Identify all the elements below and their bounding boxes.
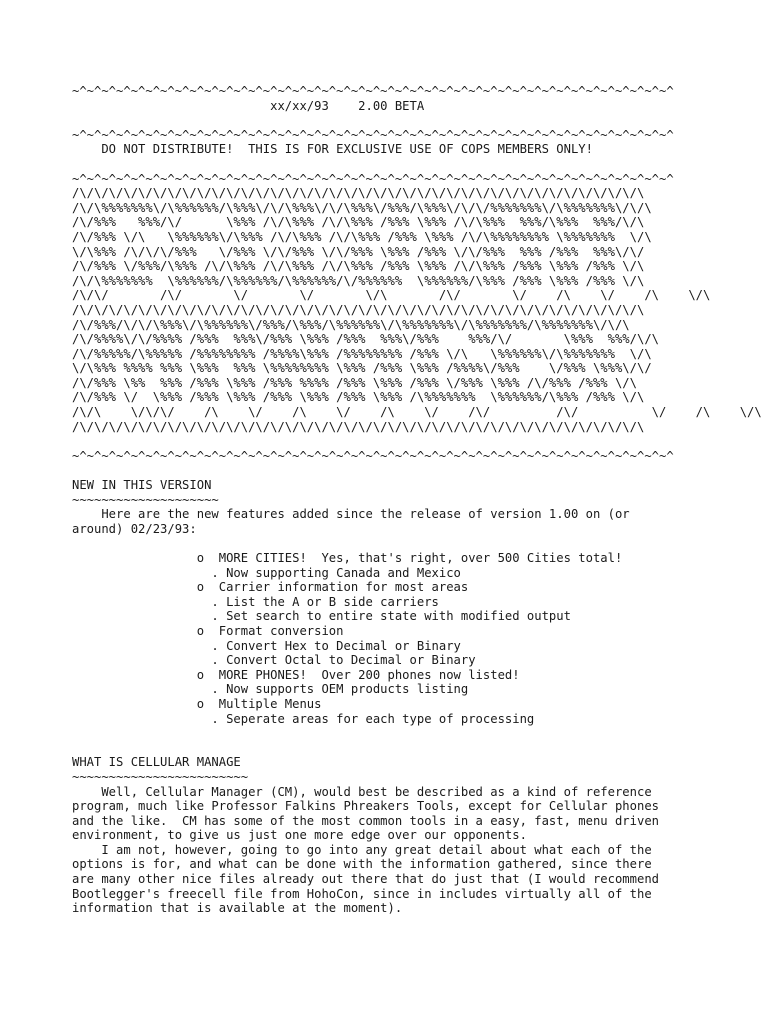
paragraph-line: Bootlegger's freecell file from HohoCon, since in includes virtually all of the <box>72 886 652 901</box>
banner-line: /\/%%% \/ \%%% /%%% \%%% /%%% \%%% /%%% \%%% /\%%%%%%% \%%%%%%/\%%% /%%% \/\ <box>72 390 645 405</box>
list-item: . Seperate areas for each type of processing <box>72 711 535 726</box>
list-item: . List the A or B side carriers <box>72 594 439 609</box>
paragraph-line: options is for, and what can be done with the information gathered, since there <box>72 857 652 872</box>
paragraph-line: are many other nice files already out there that do just that (I would recommend <box>72 872 659 887</box>
heading-underline: ~~~~~~~~~~~~~~~~~~~~~~~~ <box>72 769 249 784</box>
ascii-banner <box>72 186 762 434</box>
banner-line: /\/%%% %%%/\/ \%%% /\/\%%% /\/\%%% /%%% \%%% /\/\%%% %%%/\%%% %%%/\/\ <box>72 215 645 230</box>
feature-list <box>72 551 762 726</box>
list-item: o MORE PHONES! Over 200 phones now listed! <box>72 667 520 682</box>
list-item: . Now supporting Canada and Mexico <box>72 565 461 580</box>
paragraph-line: environment, to give us just one more edge over our opponents. <box>72 828 527 843</box>
banner-line: \/\%%% %%%% %%% \%%% %%% \%%%%%%%% \%%% /%%% \%%% /%%%%\/%%% \/%%% \%%%\/\/ <box>72 361 652 376</box>
section-heading-what-is: WHAT IS CELLULAR MANAGE <box>72 755 241 770</box>
rule-divider: ~^~^~^~^~^~^~^~^~^~^~^~^~^~^~^~^~^~^~^~^~^~^~^~^~^~^~^~^~^~^~^~^~^~^~^~^~^~^~^~^~^ <box>72 171 674 186</box>
list-item: o MORE CITIES! Yes, that's right, over 500 Cities total! <box>72 551 623 565</box>
heading-underline: ~~~~~~~~~~~~~~~~~~~~ <box>72 492 219 507</box>
banner-line: /\/%%%%%/\%%%%% /%%%%%%%% /%%%%\%%% /%%%%%%%% /%%% \/\ \%%%%%%\/\%%%%%%% \/\ <box>72 346 652 361</box>
banner-line: /\/%%% \%% %%% /%%% \%%% /%%% %%%% /%%% \%%% /%%% \/%%% \%%% /\/%%% /%%% \/\ <box>72 375 637 390</box>
rule-divider: ~^~^~^~^~^~^~^~^~^~^~^~^~^~^~^~^~^~^~^~^~^~^~^~^~^~^~^~^~^~^~^~^~^~^~^~^~^~^~^~^~^ <box>72 127 674 142</box>
paragraph-line: and the like. CM has some of the most common tools in a easy, fast, menu driven <box>72 813 659 828</box>
paragraph-line: Well, Cellular Manager (CM), would best be described as a kind of reference <box>72 784 652 799</box>
list-item: . Convert Octal to Decimal or Binary <box>72 653 476 668</box>
banner-bottom-rule: ~^~^~^~^~^~^~^~^~^~^~^~^~^~^~^~^~^~^~^~^~^~^~^~^~^~^~^~^~^~^~^~^~^~^~^~^~^~^~^~^~^ <box>72 448 674 463</box>
version-line: xx/xx/93 2.00 BETA <box>72 98 425 113</box>
list-item: . Now supports OEM products listing <box>72 682 469 697</box>
banner-line: /\/\/\/\/\/\/\/\/\/\/\/\/\/\/\/\/\/\/\/\/\/\/\/\/\/\/\/\/\/\/\/\/\/\/\/\/\/\/\ <box>72 419 645 434</box>
top-rule: ~^~^~^~^~^~^~^~^~^~^~^~^~^~^~^~^~^~^~^~^~^~^~^~^~^~^~^~^~^~^~^~^~^~^~^~^~^~^~^~^~^ <box>72 84 674 98</box>
list-item: . Set search to entire state with modified output <box>72 609 571 624</box>
banner-line: /\/%%% \/\ \%%%%%%\/\%%% /\/\%%% /\/\%%% /%%% \%%% /\/\%%%%%%%% \%%%%%%% \/\ <box>72 229 652 244</box>
paragraph-line: information that is available at the moment). <box>72 901 403 916</box>
distribution-warning: DO NOT DISTRIBUTE! THIS IS FOR EXCLUSIVE USE OF COPS MEMBERS ONLY! <box>72 142 593 157</box>
list-item: . Convert Hex to Decimal or Binary <box>72 638 461 653</box>
banner-line: /\/%%%/\/\/\%%%\/\%%%%%%\/%%%/\%%%/\%%%%%%\/\%%%%%%%\/\%%%%%%%/\%%%%%%%\/\/\ <box>72 317 630 332</box>
banner-line: /\/\/\/\/\/\/\/\/\/\/\/\/\/\/\/\/\/\/\/\/\/\/\/\/\/\/\/\/\/\/\/\/\/\/\/\/\/\/\ <box>72 186 645 201</box>
document-page <box>72 84 762 916</box>
banner-line: /\/\%%%%%%% \%%%%%%/\%%%%%%/\%%%%%%/\/%%%%%% \%%%%%%/\%%% /%%% \%%% /%%% \/\ <box>72 273 645 288</box>
paragraph-line: program, much like Professor Falkins Phreakers Tools, except for Cellular phones <box>72 799 659 814</box>
paragraph-line: I am not, however, going to go into any great detail about what each of the <box>72 842 652 857</box>
banner-line: /\/%%%%\/\/%%%% /%%% %%%\/%%% \%%% /%%% %%%\/%%% %%%/\/ \%%% %%%/\/\ <box>72 332 659 347</box>
banner-line: /\/\ \/\/\/ /\ \/ /\ \/ /\ \/ /\/ /\/ \/ /\ \/\ <box>72 405 762 420</box>
banner-line: /\/\%%%%%%%\/\%%%%%%/\%%%\/\/\%%%\/\/\%%%\/%%%/\%%%\/\/\/%%%%%%%\/\%%%%%%%\/\/\ <box>72 200 652 215</box>
banner-line: /\/\/\/\/\/\/\/\/\/\/\/\/\/\/\/\/\/\/\/\/\/\/\/\/\/\/\/\/\/\/\/\/\/\/\/\/\/\/\ <box>72 302 645 317</box>
list-item: o Multiple Menus <box>72 696 322 711</box>
banner-line: /\/\/ /\/ \/ \/ \/\ /\/ \/ /\ \/ /\ \/\ <box>72 288 711 303</box>
body-paragraph <box>72 785 762 916</box>
intro-line: around) 02/23/93: <box>72 521 197 536</box>
list-item: o Carrier information for most areas <box>72 580 469 595</box>
banner-line: \/\%%% /\/\/\/%%% \/%%% \/\/%%% \/\/%%% \%%% /%%% \/\/%%% %%% /%%% %%%\/\/ <box>72 244 645 259</box>
list-item: o Format conversion <box>72 623 344 638</box>
section-heading-new-version: NEW IN THIS VERSION <box>72 478 212 493</box>
banner-line: /\/%%% \/%%%/\%%% /\/\%%% /\/\%%% /\/\%%% /%%% \%%% /\/\%%% /%%% \%%% /%%% \/\ <box>72 259 645 274</box>
intro-line: Here are the new features added since the release of version 1.00 on (or <box>72 507 630 522</box>
